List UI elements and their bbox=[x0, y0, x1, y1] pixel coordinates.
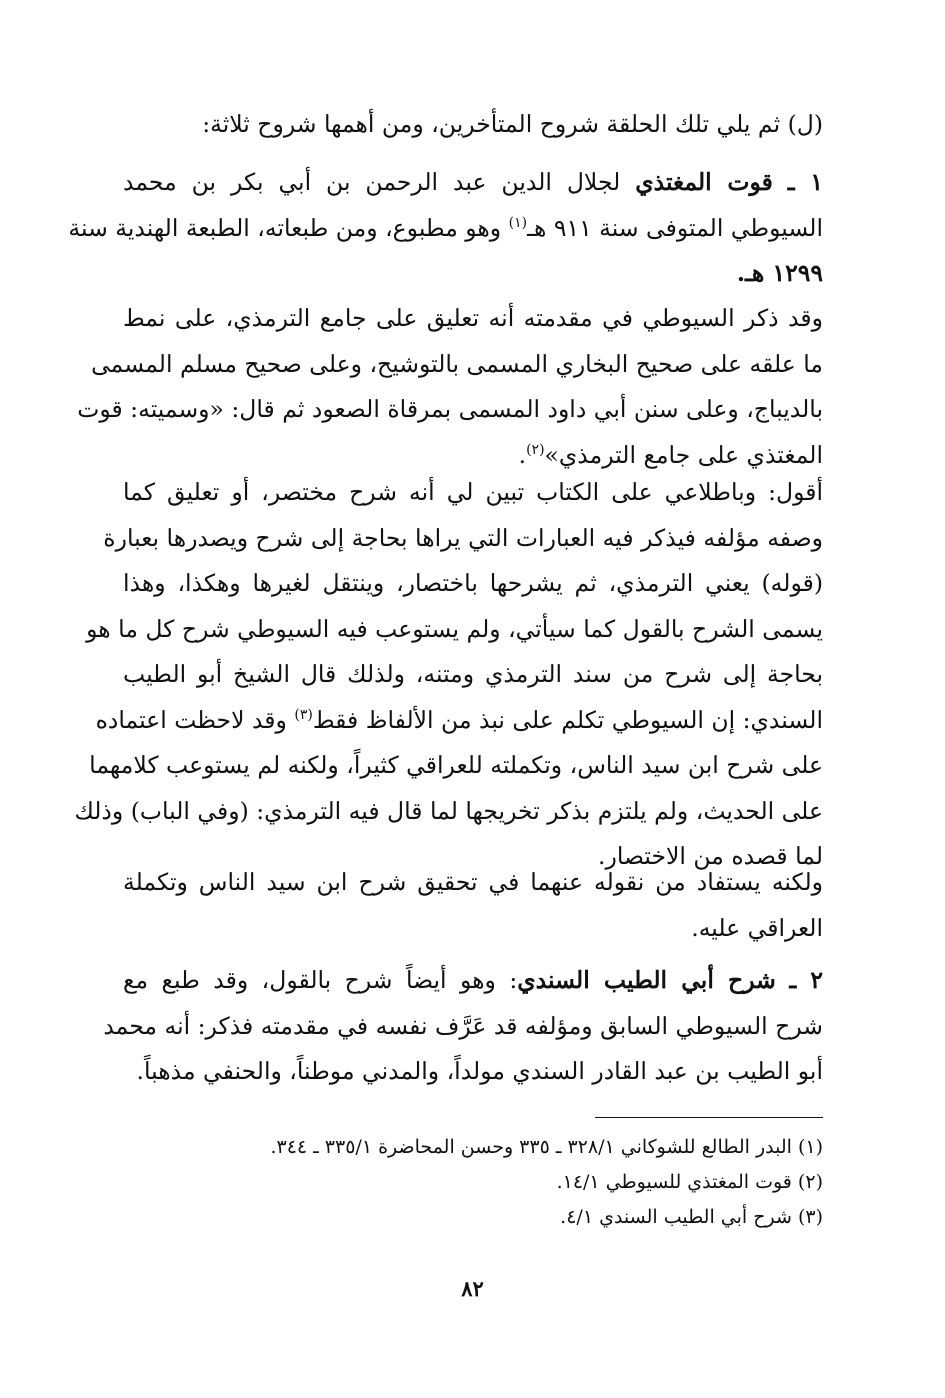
text-fragment: السندي: إن السيوطي تكلم على نبذ من الألفاظ فقط bbox=[312, 705, 823, 734]
text-fragment: لجلال الدين عبد الرحمن بن أبي بكر بن محمد bbox=[123, 168, 621, 196]
page-number: ٨٢ bbox=[461, 1276, 484, 1301]
footnote-reference: (١) bbox=[508, 214, 528, 231]
book-title: قوت المغتذي bbox=[635, 168, 773, 196]
text-line: على شرح ابن سيد الناس، وتكملته للعراقي كثيراً، ولكنه لم يستوعب كلامهما bbox=[89, 751, 823, 779]
text-line: يسمى الشرح بالقول كما سيأتي، ولم يستوعب فيه السيوطي شرح كل ما هو bbox=[86, 614, 823, 643]
text-line: ما علقه على صحيح البخاري المسمى بالتوشيح، وعلى صحيح مسلم المسمى bbox=[91, 349, 823, 378]
item-number: ٢ ـ bbox=[789, 966, 823, 994]
text-fragment: السيوطي المتوفى سنة ٩١١ هـ bbox=[527, 213, 823, 242]
paragraph-4 bbox=[123, 860, 823, 951]
text-line bbox=[123, 160, 823, 206]
text-fragment: المغتذي على جامع الترمذي» bbox=[544, 440, 823, 469]
text-line: ولكنه يستفاد من نقوله عنهما في تحقيق شرح ابن سيد الناس وتكملة bbox=[123, 868, 823, 896]
text-line: (ل) ثم يلي تلك الحلقة شروح المتأخرين، ومن أهمها شروح ثلاثة: bbox=[202, 110, 823, 138]
text-fragment: : وهو أيضاً شرح بالقول، وقد طبع مع bbox=[123, 966, 518, 994]
text-line: بالديباج، وعلى سنن أبي داود المسمى بمرقاة الصعود ثم قال: «وسميته: قوت bbox=[77, 395, 823, 423]
section-l-intro bbox=[123, 102, 823, 148]
footnote-separator bbox=[595, 1117, 823, 1118]
text-line bbox=[95, 698, 823, 744]
text-line bbox=[68, 206, 823, 252]
text-line: وقد ذكر السيوطي في مقدمته أنه تعليق على جامع الترمذي، على نمط bbox=[123, 304, 823, 332]
text-line: العراقي عليه. bbox=[691, 913, 823, 942]
text-line: (قوله) يعني الترمذي، ثم يشرحها باختصار، وينتقل لغيرها وهكذا، وهذا bbox=[123, 569, 823, 597]
footnote-reference: (٢) bbox=[526, 441, 545, 458]
text-line: أقول: وباطلاعي على الكتاب تبين لي أنه شرح مختصر، أو تعليق كما bbox=[123, 478, 823, 506]
footnote-item: (١) البدر الطالع للشوكاني ٣٢٨/١ ـ ٣٣٥ وحسن المحاضرة ٣٣٥/١ ـ ٣٤٤. bbox=[270, 1136, 823, 1158]
book-title: شرح أبي الطيب السندي bbox=[517, 966, 776, 994]
text-line: شرح السيوطي السابق ومؤلفه قد عَرَّف نفسه في مقدمته فذكر: أنه محمد bbox=[103, 1011, 823, 1040]
text-fragment: وهو مطبوع، ومن طبعاته، الطبعة الهندية سنة bbox=[68, 213, 509, 242]
footnote-item: (٣) شرح أبي الطيب السندي ٤/١. bbox=[560, 1206, 823, 1228]
item-1-paragraph bbox=[68, 160, 823, 297]
footnote-item: (٢) قوت المغتذي للسيوطي ١٤/١. bbox=[556, 1171, 823, 1193]
text-line: وصفه مؤلفه فيذكر فيه العبارات التي يراها بحاجة إلى شرح ويصدرها بعبارة bbox=[103, 523, 823, 552]
item-number: ١ ـ bbox=[787, 168, 823, 196]
text-fragment: . bbox=[518, 440, 527, 469]
paragraph-3 bbox=[74, 470, 823, 880]
footnotes bbox=[123, 1130, 823, 1235]
paragraph-2 bbox=[77, 296, 823, 478]
text-line: ١٢٩٩ هـ. bbox=[736, 259, 823, 287]
text-fragment: وقد لاحظت اعتماده bbox=[95, 705, 295, 734]
text-line: على الحديث، ولم يلتزم بذكر تخريجها لما قال فيه الترمذي: (وفي الباب) وذلك bbox=[74, 796, 823, 825]
text-line bbox=[123, 958, 823, 1004]
text-line: أبو الطيب بن عبد القادر السندي مولداً، والمدني موطناً، والحنفي مذهباً. bbox=[136, 1057, 823, 1085]
footnote-reference: (٣) bbox=[294, 706, 313, 723]
item-2-paragraph bbox=[103, 958, 823, 1095]
text-line: لما قصده من الاختصار. bbox=[598, 842, 823, 870]
text-line: بحاجة إلى شرح من سند الترمذي ومتنه، ولذلك قال الشيخ أبو الطيب bbox=[123, 660, 823, 688]
